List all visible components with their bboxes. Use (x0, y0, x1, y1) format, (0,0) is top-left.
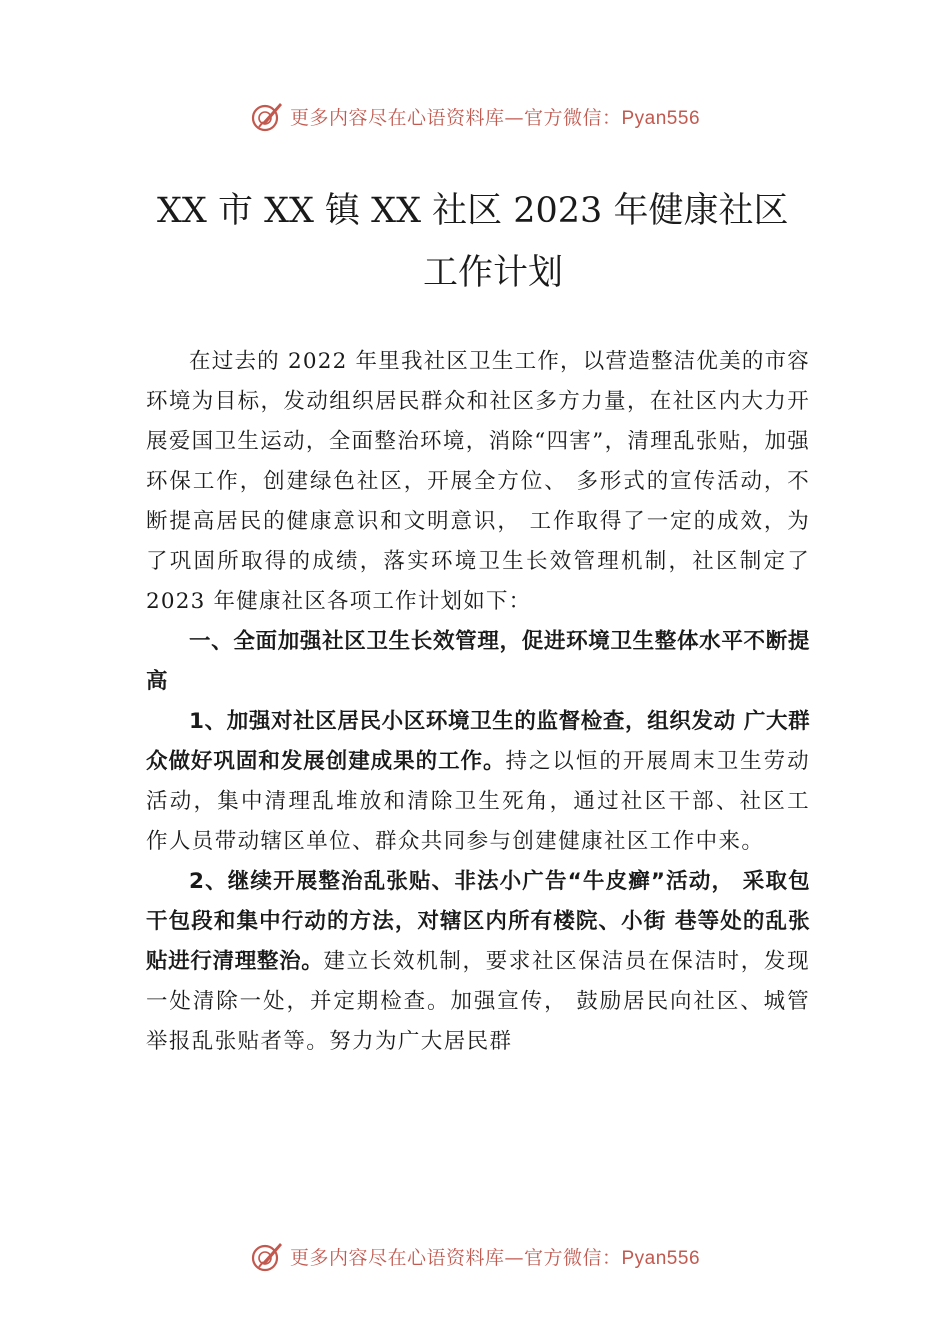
watermark-header (0, 96, 950, 136)
section-heading-1: 一、全面加强社区卫生长效管理，促进环境卫生整体水平不断提高 (146, 629, 810, 694)
intro-paragraph: 在过去的 2022 年里我社区卫生工作，以营造整洁优美的市容环境为目标，发动组织居民群众和社区多方力量，在社区内大力开展爱国卫生运动，全面整治环境，消除“四害”，清理乱张贴，加强环保工作，创建绿色社区，开展全方位、 多形式的宣传活动，不断提高居民的健康意识和文明意识， 工作取得了一定的成效，为了巩固所取得的成绩，落实环境卫生长效管理机制，社区制定了 2023 年健康社区各项工作计划如下： (146, 349, 810, 614)
list-item-1-lead: 1、加强对社区居民小区环境卫生的监督检查，组织发动 广大群众做好巩固和发展创建成果的工作。 (146, 709, 810, 774)
watermark-wechat-id: Pyan556 (621, 1247, 701, 1269)
title-line-1: XX 市 XX 镇 XX 社区 2023 年健康社区 (157, 191, 789, 231)
quill-logo-icon (250, 1239, 284, 1273)
watermark-text: 更多内容尽在心语资料库—官方微信： (289, 1246, 622, 1269)
watermark-text: 更多内容尽在心语资料库—官方微信： (289, 106, 622, 129)
list-item-1 (146, 702, 810, 862)
watermark-wechat-id: Pyan556 (621, 107, 701, 129)
quill-logo-icon (250, 99, 284, 133)
watermark-footer (0, 1236, 950, 1276)
list-item-2-lead: 2、继续开展整治乱张贴、非法小广告“牛皮癣”活动， 采取包干包段和集中行动的方法，对辖区内所有楼院、小街 巷等处的乱张贴进行清理整治。 (146, 869, 810, 974)
title-line-2: 工作计划 (422, 253, 563, 293)
document-title (0, 180, 950, 304)
document-body (146, 342, 810, 1062)
list-item-2-text: 建立长效机制，要求社区保洁员在保洁时，发现一处清除一处，并定期检查。加强宣传， 鼓励居民向社区、城管举报乱张贴者等。努力为广大居民群 (146, 949, 811, 1054)
list-item-2 (146, 862, 810, 1062)
list-item-1-text: 持之以恒的开展周末卫生劳动活动，集中清理乱堆放和清除卫生死角，通过社区干部、社区工作人员带动辖区单位、群众共同参与创建健康社区工作中来。 (146, 749, 810, 854)
